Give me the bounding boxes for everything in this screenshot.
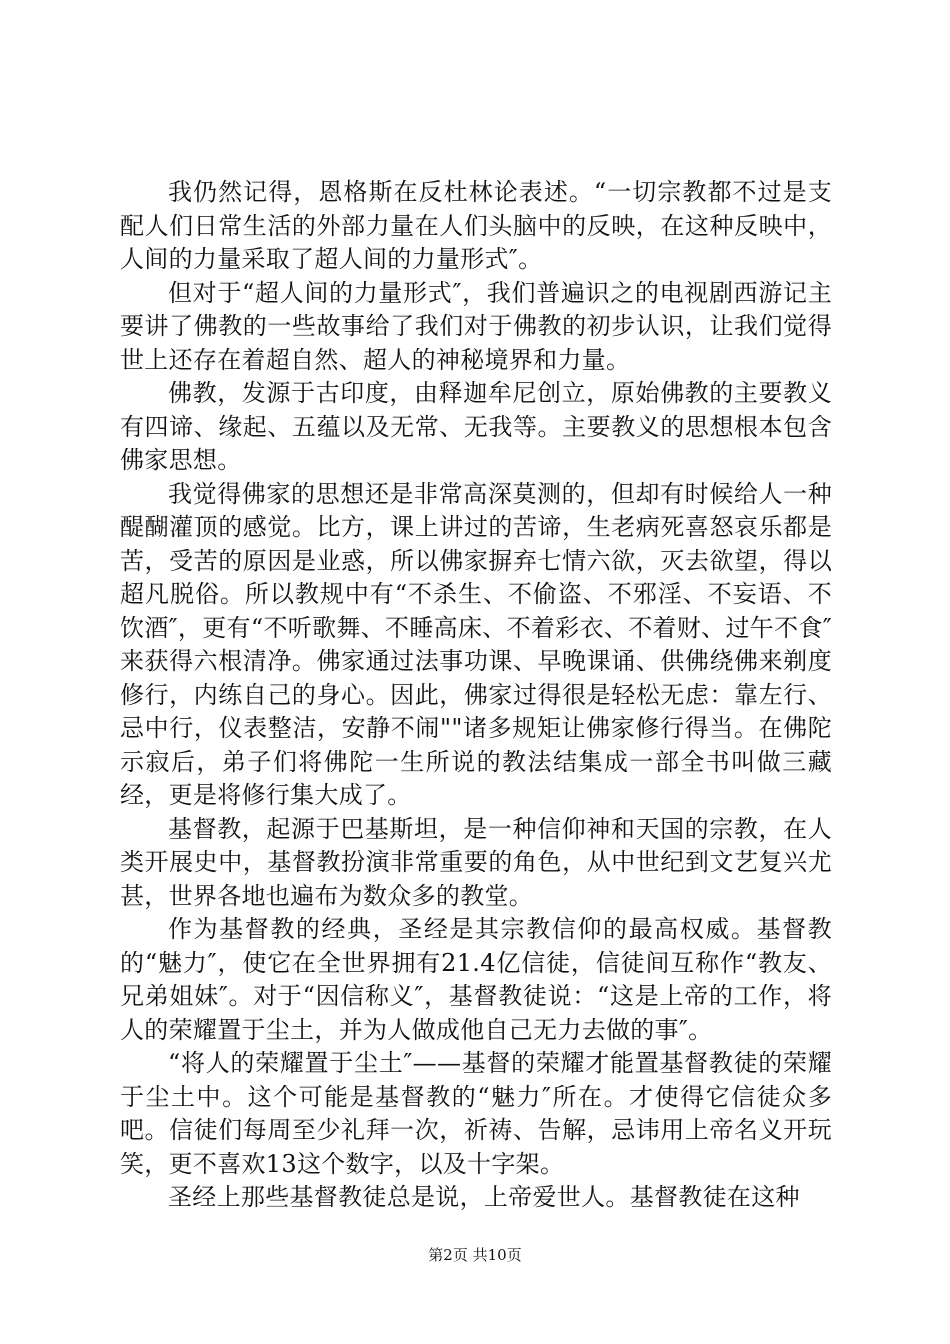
paragraph-5: 基督教，起源于巴基斯坦，是一种信仰神和天国的宗教，在人类开展史中，基督教扮演非常重要的角色，从中世纪到文艺复兴尤甚，世界各地也遍布为数众多的教堂。 (120, 814, 832, 910)
paragraph-3: 佛教，发源于古印度，由释迦牟尼创立，原始佛教的主要教义有四谛、缘起、五蕴以及无常、无我等。主要教义的思想根本包含佛家思想。 (120, 379, 832, 474)
paragraph-1: 我仍然记得，恩格斯在反杜林论表述。“一切宗教都不过是支配人们日常生活的外部力量在人们头脑中的反映，在这种反映中，人间的力量采取了超人间的力量形式″。 (120, 178, 832, 273)
page-number: 第2页 共10页 (428, 1246, 522, 1264)
paragraph-7: “将人的荣耀置于尘土″——基督的荣耀才能置基督教徒的荣耀于尘土中。这个可能是基督教的“魅力″所在。才使得它信徒众多吧。信徒们每周至少礼拜一次，祈祷、告解，忌讳用上帝名义开玩笑，更不喜欢13这个数字，以及十字架。 (120, 1049, 832, 1178)
page-footer (0, 1244, 950, 1265)
paragraph-8: 圣经上那些基督教徒总是说，上帝爱世人。基督教徒在这种 (168, 1183, 800, 1211)
paragraph-6: 作为基督教的经典，圣经是其宗教信仰的最高权威。基督教的“魅力″，使它在全世界拥有21.4亿信徒，信徒间互称作“教友、兄弟姐妹″。对于“因信称义″，基督教徒说：“这是上帝的工作，将人的荣耀置于尘土，并为人做成他自己无力去做的事″。 (120, 915, 832, 1044)
paragraph-2: 但对于“超人间的力量形式″，我们普遍识之的电视剧西游记主要讲了佛教的一些故事给了我们对于佛教的初步认识，让我们觉得世上还存在着超自然、超人的神秘境界和力量。 (120, 278, 832, 374)
paragraph-4: 我觉得佛家的思想还是非常高深莫测的，但却有时候给人一种醍醐灌顶的感觉。比方，课上讲过的苦谛，生老病死喜怒哀乐都是苦，受苦的原因是业惑，所以佛家摒弃七情六欲，灭去欲望，得以超凡脱俗。所以教规中有“不杀生、不偷盗、不邪淫、不妄语、不饮酒″，更有“不听歌舞、不睡高床、不着彩衣、不着财、过午不食″来获得六根清净。佛家通过法事功课、早晚课诵、供佛绕佛来剃度修行，内练自己的身心。因此，佛家过得很是轻松无虑：靠左行、忌中行，仪表整洁，安静不闹""诸多规矩让佛家修行得当。在佛陀示寂后，弟子们将佛陀一生所说的教法结集成一部全书叫做三藏经，更是将修行集大成了。 (120, 479, 832, 809)
document-body (120, 176, 832, 1215)
